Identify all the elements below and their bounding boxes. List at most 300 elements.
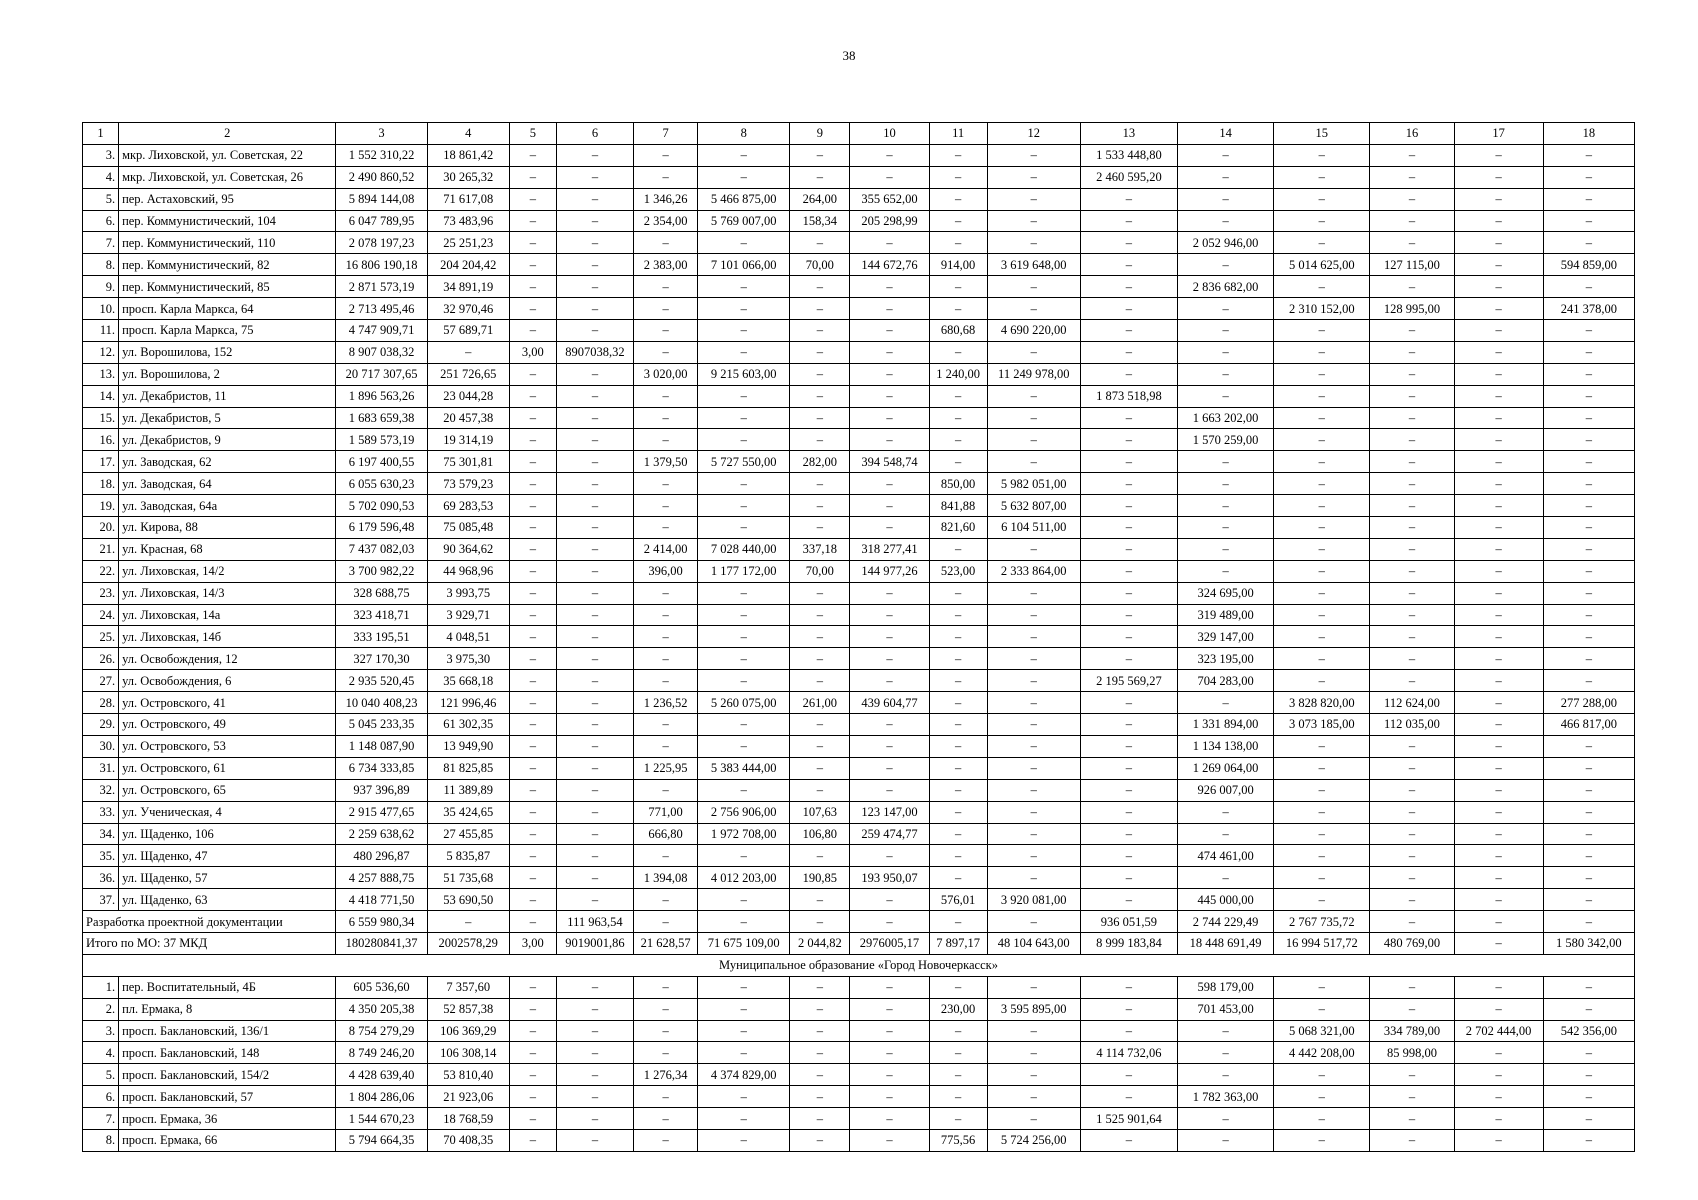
table-cell: 10 040 408,23 <box>336 692 427 714</box>
table-cell: 3 619 648,00 <box>987 254 1080 276</box>
table-cell: – <box>1370 517 1454 539</box>
table-cell: 241 378,00 <box>1543 298 1634 320</box>
table-cell: – <box>987 604 1080 626</box>
table-cell: – <box>509 582 556 604</box>
table-cell: – <box>1543 801 1634 823</box>
table-cell: 2 195 569,27 <box>1080 670 1177 692</box>
table-cell: 33. <box>83 801 119 823</box>
table-cell: – <box>509 911 556 933</box>
table-cell: – <box>556 385 633 407</box>
table-cell: – <box>1178 801 1274 823</box>
table-cell: – <box>509 845 556 867</box>
table-cell: – <box>634 889 698 911</box>
table-cell: 34 891,19 <box>427 276 509 298</box>
table-cell: 15. <box>83 407 119 429</box>
table-cell: – <box>929 692 987 714</box>
table-cell: 8 999 183,84 <box>1080 932 1177 954</box>
table-cell: – <box>1370 166 1454 188</box>
table-cell: – <box>790 144 850 166</box>
table-cell: – <box>1370 407 1454 429</box>
table-cell: – <box>634 276 698 298</box>
table-cell: – <box>509 976 556 998</box>
table-cell: 3 993,75 <box>427 582 509 604</box>
table-cell: – <box>509 1086 556 1108</box>
table-cell: 12. <box>83 341 119 363</box>
table-cell: – <box>987 911 1080 933</box>
table-cell: – <box>1370 976 1454 998</box>
table-cell: – <box>1370 998 1454 1020</box>
table-cell: 4 <box>427 123 509 145</box>
table-cell: – <box>1178 560 1274 582</box>
table-cell: – <box>1370 232 1454 254</box>
table-cell: – <box>1454 779 1543 801</box>
table-cell: – <box>698 473 790 495</box>
table-cell: – <box>790 407 850 429</box>
table-row <box>83 648 1635 670</box>
table-cell: просп. Баклановский, 154/2 <box>119 1064 336 1086</box>
table-cell: – <box>509 232 556 254</box>
table-cell: – <box>1274 429 1370 451</box>
table-row <box>83 670 1635 692</box>
table-cell: 5 769 007,00 <box>698 210 790 232</box>
table-cell: – <box>1274 626 1370 648</box>
table-cell: 53 690,50 <box>427 889 509 911</box>
table-row <box>83 757 1635 779</box>
table-cell: – <box>929 823 987 845</box>
table-cell: – <box>556 1042 633 1064</box>
table-cell: 7. <box>83 232 119 254</box>
table-cell: – <box>1370 670 1454 692</box>
table-cell: 13. <box>83 363 119 385</box>
table-cell: – <box>790 757 850 779</box>
table-row <box>83 320 1635 342</box>
table-cell: ул. Лиховская, 14/2 <box>119 560 336 582</box>
table-cell: – <box>1454 1108 1543 1130</box>
table-cell: 2 354,00 <box>634 210 698 232</box>
table-cell: 144 672,76 <box>850 254 929 276</box>
table-cell: – <box>1274 188 1370 210</box>
table-cell: 7 897,17 <box>929 932 987 954</box>
table-cell: – <box>1454 1064 1543 1086</box>
table-cell: – <box>1274 582 1370 604</box>
table-cell: – <box>509 560 556 582</box>
table-cell: 190,85 <box>790 867 850 889</box>
table-cell: – <box>1080 320 1177 342</box>
table-cell: – <box>1080 1020 1177 1042</box>
table-cell: 121 996,46 <box>427 692 509 714</box>
table-cell: 1 972 708,00 <box>698 823 790 845</box>
table-cell: – <box>987 429 1080 451</box>
table-cell: 11. <box>83 320 119 342</box>
table-cell: 35. <box>83 845 119 867</box>
table-cell: – <box>1454 451 1543 473</box>
table-cell: – <box>987 757 1080 779</box>
table-cell: 5 702 090,53 <box>336 495 427 517</box>
table-cell: – <box>987 341 1080 363</box>
table-cell: – <box>698 320 790 342</box>
table-cell: – <box>698 166 790 188</box>
table-cell: – <box>556 845 633 867</box>
table-cell: 1 873 518,98 <box>1080 385 1177 407</box>
table-cell: – <box>1543 845 1634 867</box>
table-cell: 666,80 <box>634 823 698 845</box>
table-cell: ул. Декабристов, 5 <box>119 407 336 429</box>
table-cell: 5 982 051,00 <box>987 473 1080 495</box>
table-cell: – <box>1370 779 1454 801</box>
table-cell: 7. <box>83 1108 119 1130</box>
table-cell: – <box>929 670 987 692</box>
table-cell: 20 717 307,65 <box>336 363 427 385</box>
table-cell: – <box>790 232 850 254</box>
table-cell: – <box>1543 1064 1634 1086</box>
table-row <box>83 998 1635 1020</box>
table-cell: – <box>929 188 987 210</box>
table-cell: – <box>1080 757 1177 779</box>
table-cell: 1 331 894,00 <box>1178 714 1274 736</box>
table-cell: – <box>1080 473 1177 495</box>
table-cell: – <box>929 1042 987 1064</box>
table-cell: 205 298,99 <box>850 210 929 232</box>
table-cell: – <box>1543 517 1634 539</box>
table-cell: – <box>698 144 790 166</box>
table-cell: – <box>556 976 633 998</box>
table-cell: – <box>1543 648 1634 670</box>
table-cell: 18 861,42 <box>427 144 509 166</box>
table-cell: – <box>509 254 556 276</box>
table-cell: – <box>556 823 633 845</box>
table-cell: 23. <box>83 582 119 604</box>
table-cell: 3. <box>83 1020 119 1042</box>
table-row <box>83 254 1635 276</box>
table-cell: – <box>698 976 790 998</box>
table-cell: 71 617,08 <box>427 188 509 210</box>
table-cell: – <box>1370 648 1454 670</box>
table-cell: – <box>509 692 556 714</box>
table-cell: – <box>698 1020 790 1042</box>
table-row <box>83 604 1635 626</box>
table-cell: – <box>1370 363 1454 385</box>
table-cell: – <box>790 495 850 517</box>
table-cell: – <box>1080 363 1177 385</box>
table-cell: мкр. Лиховской, ул. Советская, 22 <box>119 144 336 166</box>
table-cell: 775,56 <box>929 1129 987 1151</box>
table-cell: – <box>698 735 790 757</box>
table-cell: – <box>1178 144 1274 166</box>
table-cell: – <box>698 582 790 604</box>
table-cell: – <box>929 1086 987 1108</box>
table-cell: – <box>1178 363 1274 385</box>
table-cell: ул. Ученическая, 4 <box>119 801 336 823</box>
table-cell: 576,01 <box>929 889 987 911</box>
table-cell: – <box>1370 845 1454 867</box>
table-cell: – <box>1370 495 1454 517</box>
table-cell: 704 283,00 <box>1178 670 1274 692</box>
table-cell: 466 817,00 <box>1543 714 1634 736</box>
table-cell: – <box>509 473 556 495</box>
table-cell: – <box>987 210 1080 232</box>
table-row <box>83 298 1635 320</box>
section-title-row <box>83 954 1635 976</box>
table-cell: – <box>1178 538 1274 560</box>
table-cell: – <box>556 735 633 757</box>
table-cell: – <box>509 757 556 779</box>
table-cell: – <box>509 604 556 626</box>
table-cell: – <box>1454 144 1543 166</box>
table-cell: – <box>1454 735 1543 757</box>
table-cell: 5 014 625,00 <box>1274 254 1370 276</box>
table-cell: – <box>929 451 987 473</box>
table-cell: 35 668,18 <box>427 670 509 692</box>
table-cell: – <box>634 604 698 626</box>
table-cell: – <box>1080 188 1177 210</box>
table-cell: 3 828 820,00 <box>1274 692 1370 714</box>
table-cell: 2 259 638,62 <box>336 823 427 845</box>
table-cell: – <box>1370 1086 1454 1108</box>
table-cell: ул. Заводская, 62 <box>119 451 336 473</box>
table-cell: – <box>698 845 790 867</box>
table-cell: – <box>1274 1086 1370 1108</box>
table-cell: – <box>1543 823 1634 845</box>
table-cell: – <box>1274 495 1370 517</box>
table-cell: 5 <box>509 123 556 145</box>
table-cell: – <box>850 845 929 867</box>
table-cell: – <box>1080 889 1177 911</box>
table-cell: 2 836 682,00 <box>1178 276 1274 298</box>
table-cell: – <box>850 582 929 604</box>
table-cell: – <box>790 779 850 801</box>
table-cell: 144 977,26 <box>850 560 929 582</box>
table-cell: 1 525 901,64 <box>1080 1108 1177 1130</box>
table-cell: – <box>698 385 790 407</box>
table-cell: Разработка проектной документации <box>83 911 336 933</box>
table-cell: 259 474,77 <box>850 823 929 845</box>
table-cell: 73 579,23 <box>427 473 509 495</box>
table-cell: ул. Островского, 49 <box>119 714 336 736</box>
table-cell: – <box>850 1108 929 1130</box>
table-cell: – <box>929 779 987 801</box>
table-cell: 12 <box>987 123 1080 145</box>
table-row <box>83 363 1635 385</box>
table-cell: 25 251,23 <box>427 232 509 254</box>
table-cell: – <box>698 648 790 670</box>
table-cell: 53 810,40 <box>427 1064 509 1086</box>
table-cell: – <box>1080 626 1177 648</box>
table-cell: – <box>790 604 850 626</box>
table-cell: – <box>1543 867 1634 889</box>
table-cell: 1. <box>83 976 119 998</box>
table-cell: – <box>790 341 850 363</box>
table-cell: 32 970,46 <box>427 298 509 320</box>
table-cell: 439 604,77 <box>850 692 929 714</box>
table-cell: – <box>1543 363 1634 385</box>
table-cell: – <box>1370 473 1454 495</box>
table-cell: 2 744 229,49 <box>1178 911 1274 933</box>
table-cell: 71 675 109,00 <box>698 932 790 954</box>
table-cell: – <box>850 1064 929 1086</box>
table-cell: 1 394,08 <box>634 867 698 889</box>
table-cell: 7 437 082,03 <box>336 538 427 560</box>
table-cell: – <box>1454 714 1543 736</box>
table-cell: 9019001,86 <box>556 932 633 954</box>
table-cell: 1 <box>83 123 119 145</box>
table-cell: 277 288,00 <box>1543 692 1634 714</box>
table-cell: 3 <box>336 123 427 145</box>
table-cell: – <box>698 626 790 648</box>
table-cell: – <box>634 298 698 320</box>
table-cell: – <box>1454 932 1543 954</box>
table-cell: – <box>1370 385 1454 407</box>
table-cell: – <box>1178 1129 1274 1151</box>
table-cell: – <box>850 166 929 188</box>
table-row <box>83 495 1635 517</box>
table-cell: 6 047 789,95 <box>336 210 427 232</box>
table-cell: – <box>634 779 698 801</box>
table-cell: – <box>698 407 790 429</box>
table-cell: 1 782 363,00 <box>1178 1086 1274 1108</box>
table-cell: ул. Заводская, 64 <box>119 473 336 495</box>
table-cell: 328 688,75 <box>336 582 427 604</box>
table-cell: – <box>987 582 1080 604</box>
table-cell: – <box>850 670 929 692</box>
table-cell: 3 595 895,00 <box>987 998 1080 1020</box>
table-cell: 2 414,00 <box>634 538 698 560</box>
table-cell: – <box>929 801 987 823</box>
table-row <box>83 889 1635 911</box>
table-cell: – <box>1454 626 1543 648</box>
table-cell: – <box>987 692 1080 714</box>
table-cell: 21. <box>83 538 119 560</box>
table-cell: 1 225,95 <box>634 757 698 779</box>
table-cell: 1 236,52 <box>634 692 698 714</box>
table-cell: просп. Ермака, 66 <box>119 1129 336 1151</box>
table-cell: 14. <box>83 385 119 407</box>
table-cell: 333 195,51 <box>336 626 427 648</box>
table-cell: 127 115,00 <box>1370 254 1454 276</box>
table-cell: – <box>1543 1129 1634 1151</box>
table-cell: пер. Коммунистический, 85 <box>119 276 336 298</box>
table-cell: – <box>1454 188 1543 210</box>
table-cell: – <box>1080 407 1177 429</box>
table-cell: 19. <box>83 495 119 517</box>
table-cell: – <box>556 779 633 801</box>
table-cell: 474 461,00 <box>1178 845 1274 867</box>
table-cell: – <box>509 320 556 342</box>
table-cell: 282,00 <box>790 451 850 473</box>
table-cell: 396,00 <box>634 560 698 582</box>
table-cell: – <box>509 188 556 210</box>
table-cell: – <box>556 451 633 473</box>
table-cell: 1 269 064,00 <box>1178 757 1274 779</box>
table-cell: 27 455,85 <box>427 823 509 845</box>
table-cell: 21 628,57 <box>634 932 698 954</box>
table-cell: – <box>1454 385 1543 407</box>
table-cell: – <box>1543 451 1634 473</box>
table-cell: 3,00 <box>509 932 556 954</box>
table-cell: – <box>1454 538 1543 560</box>
table-cell: 394 548,74 <box>850 451 929 473</box>
housing-repair-table <box>82 122 1635 1152</box>
table-cell: 3 920 081,00 <box>987 889 1080 911</box>
table-cell: 51 735,68 <box>427 867 509 889</box>
table-cell: – <box>556 1020 633 1042</box>
table-cell: 6 179 596,48 <box>336 517 427 539</box>
table-cell: – <box>1543 735 1634 757</box>
table-cell: – <box>556 298 633 320</box>
table-cell: 5 632 807,00 <box>987 495 1080 517</box>
table-cell: – <box>556 1086 633 1108</box>
table-cell: – <box>1178 451 1274 473</box>
table-cell: 16 806 190,18 <box>336 254 427 276</box>
table-cell: – <box>634 582 698 604</box>
table-cell: – <box>1543 385 1634 407</box>
table-cell: 30 265,32 <box>427 166 509 188</box>
table-cell: – <box>987 670 1080 692</box>
table-cell: – <box>850 889 929 911</box>
table-cell: – <box>1543 976 1634 998</box>
table-cell: – <box>929 210 987 232</box>
table-cell: – <box>1274 648 1370 670</box>
table-cell: 24. <box>83 604 119 626</box>
table-cell: – <box>556 1064 633 1086</box>
table-cell: – <box>850 495 929 517</box>
table-cell: – <box>790 714 850 736</box>
table-cell: 16 994 517,72 <box>1274 932 1370 954</box>
table-cell: – <box>556 889 633 911</box>
table-cell: 17. <box>83 451 119 473</box>
table-cell: 34. <box>83 823 119 845</box>
table-cell: – <box>634 1108 698 1130</box>
table-cell: 1 346,26 <box>634 188 698 210</box>
table-cell: – <box>1543 341 1634 363</box>
table-cell: ул. Островского, 65 <box>119 779 336 801</box>
table-cell: – <box>509 1042 556 1064</box>
table-cell: – <box>790 976 850 998</box>
table-cell: 20. <box>83 517 119 539</box>
table-cell: – <box>929 276 987 298</box>
table-cell: – <box>1178 210 1274 232</box>
table-cell: – <box>987 538 1080 560</box>
table-cell: – <box>790 473 850 495</box>
table-cell: – <box>790 889 850 911</box>
table-cell: 9 215 603,00 <box>698 363 790 385</box>
table-cell: – <box>698 911 790 933</box>
table-row <box>83 845 1635 867</box>
table-cell: – <box>634 626 698 648</box>
table-cell: – <box>850 735 929 757</box>
table-cell: – <box>1274 976 1370 998</box>
table-cell: – <box>1454 254 1543 276</box>
table-cell: – <box>698 1108 790 1130</box>
table-cell: – <box>1370 757 1454 779</box>
table-cell: – <box>1274 845 1370 867</box>
table-cell: – <box>1274 735 1370 757</box>
table-cell: – <box>1454 670 1543 692</box>
table-cell: 32. <box>83 779 119 801</box>
table-row <box>83 867 1635 889</box>
table-row <box>83 1020 1635 1042</box>
table-cell: 5 727 550,00 <box>698 451 790 473</box>
table-cell: – <box>1274 779 1370 801</box>
table-cell: – <box>556 517 633 539</box>
table-cell: 1 533 448,80 <box>1080 144 1177 166</box>
table-cell: – <box>1274 560 1370 582</box>
table-cell: – <box>556 714 633 736</box>
table-cell: 85 998,00 <box>1370 1042 1454 1064</box>
table-cell: – <box>634 976 698 998</box>
table-cell: просп. Баклановский, 148 <box>119 1042 336 1064</box>
table-cell: 914,00 <box>929 254 987 276</box>
table-cell: – <box>556 1108 633 1130</box>
